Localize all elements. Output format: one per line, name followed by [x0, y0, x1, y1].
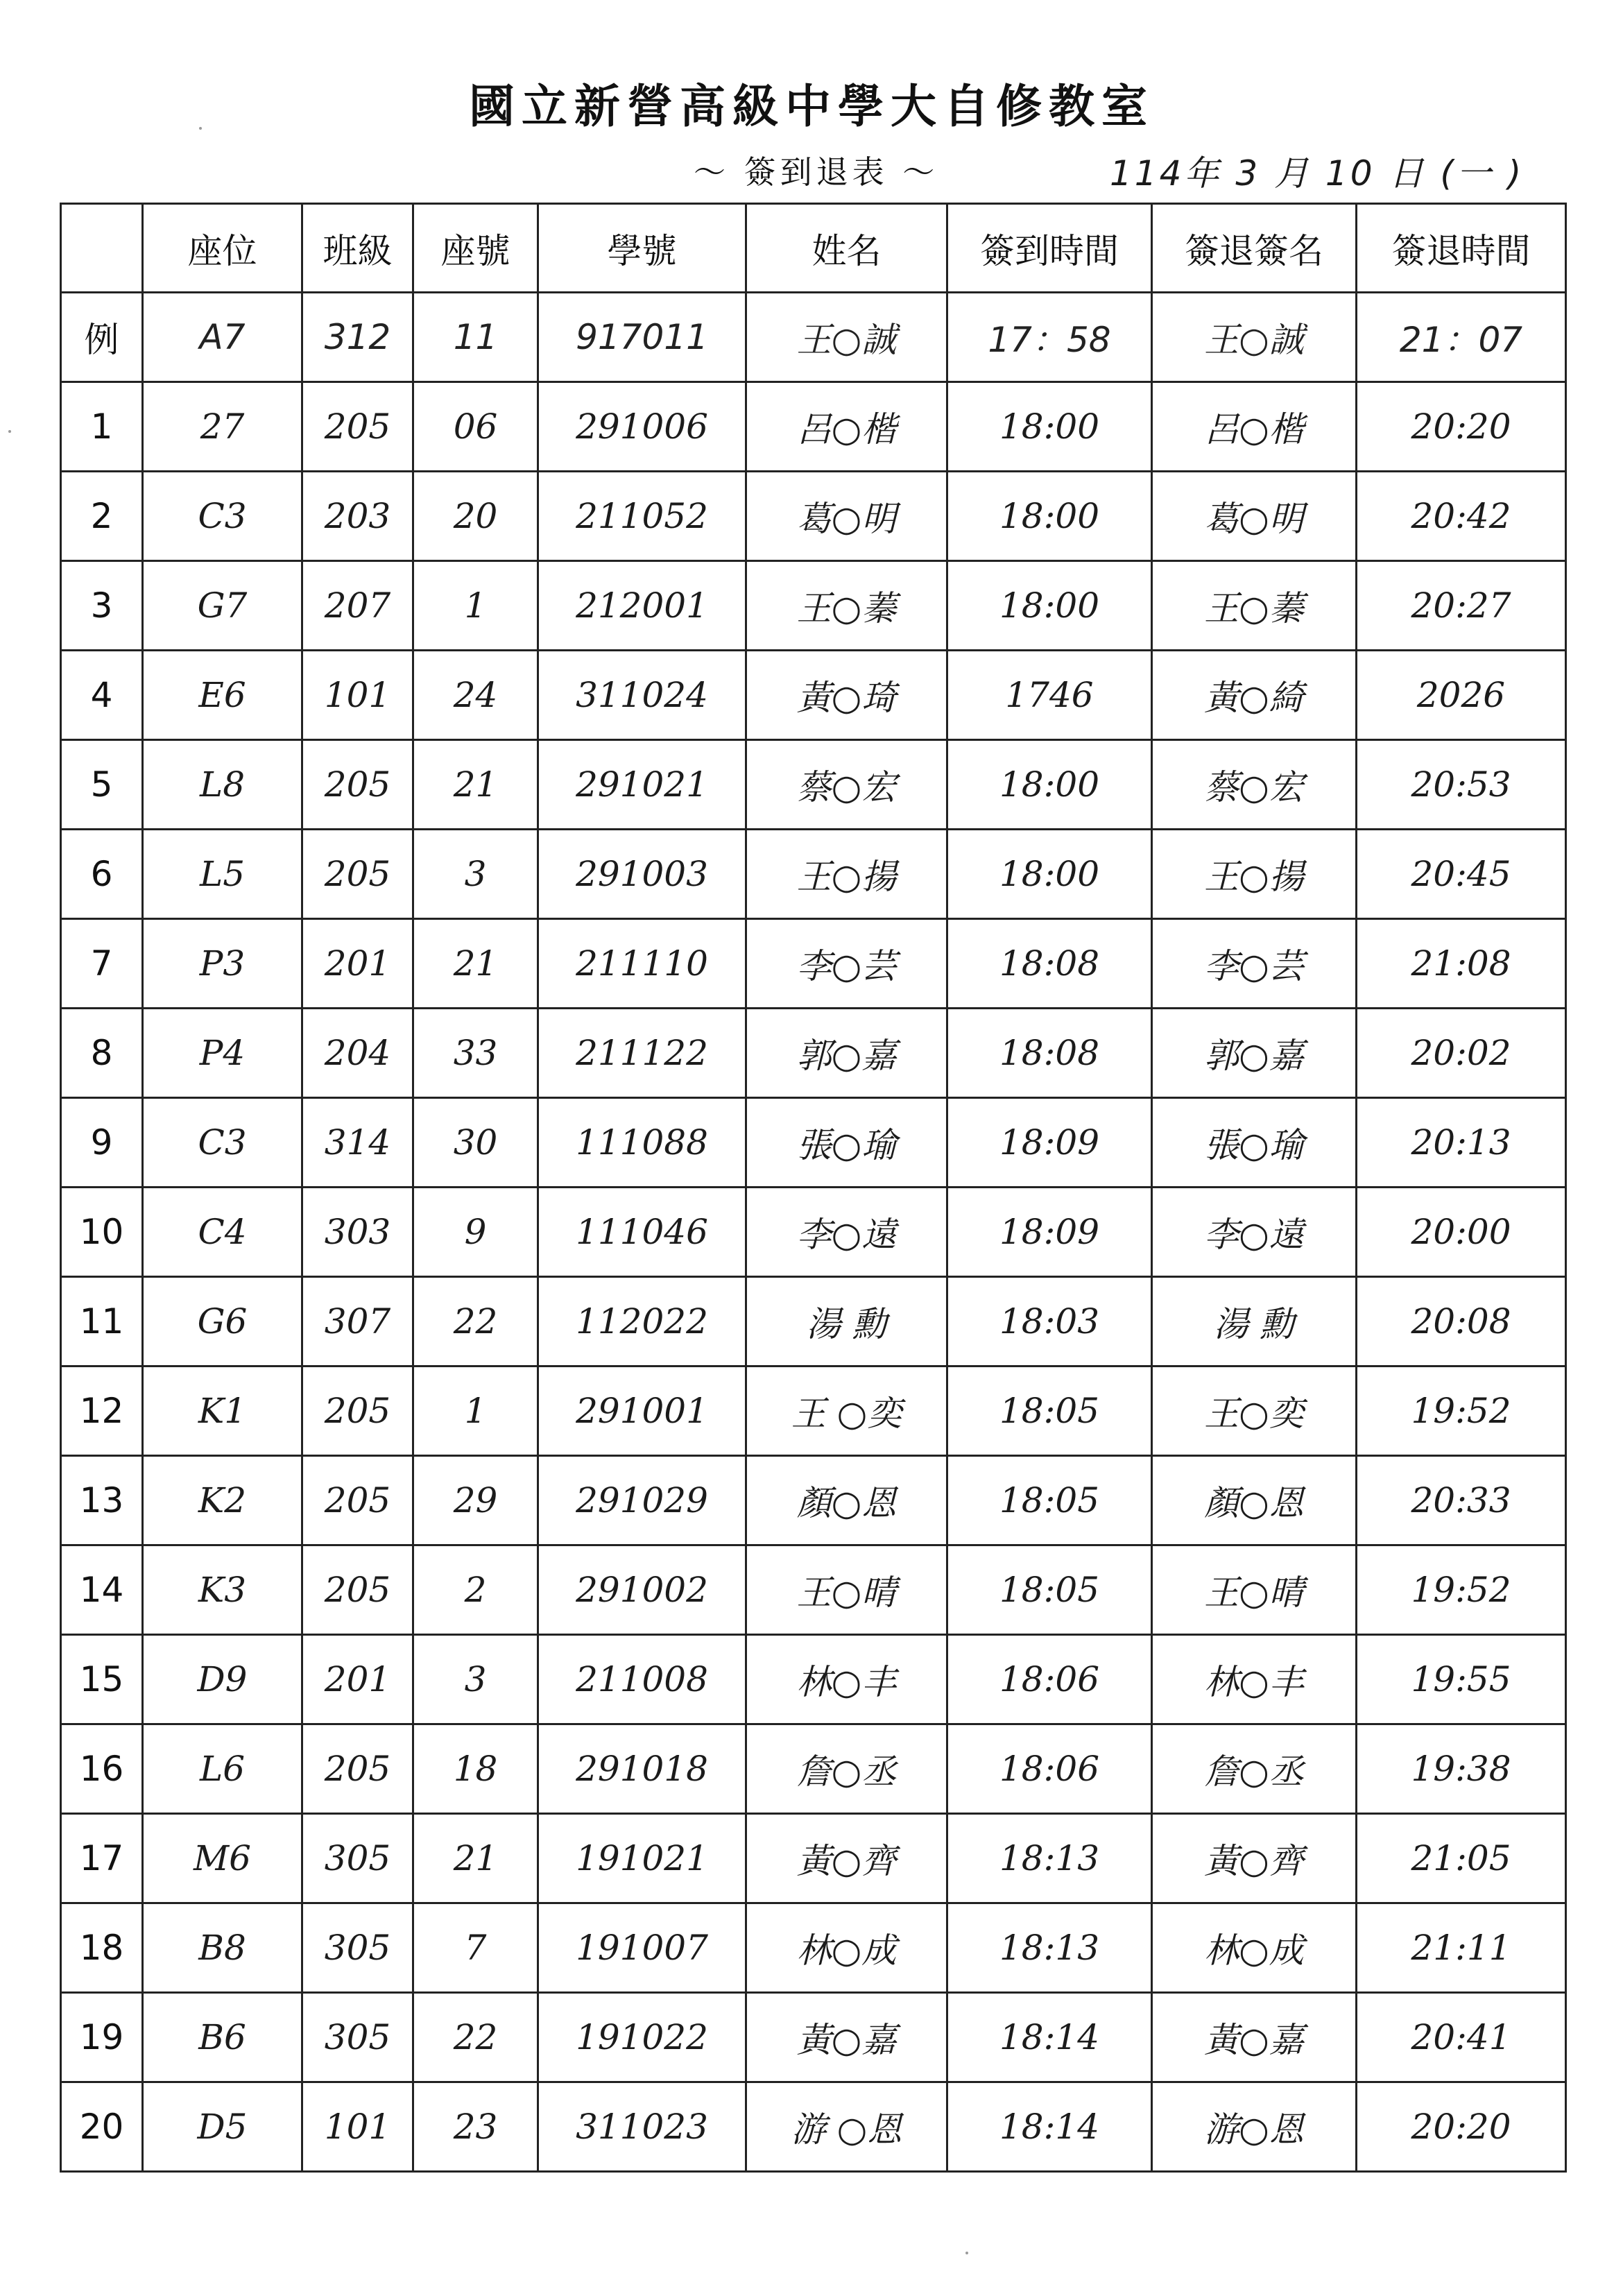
cell-seat-number: 21	[413, 1814, 538, 1903]
cell-student-id: 112022	[538, 1277, 746, 1367]
cell-check-out-time: 19:52	[1357, 1367, 1566, 1456]
cell-name: 郭○嘉	[746, 1009, 947, 1098]
table-row	[61, 1635, 1566, 1724]
cell-check-out-time: 20:08	[1357, 1277, 1566, 1367]
header-check-in-time: 簽到時間	[947, 204, 1152, 293]
scan-speck	[199, 127, 202, 130]
cell-name: 黃○琦	[746, 651, 947, 740]
cell-class: 305	[302, 1903, 413, 1993]
cell-check-out-time: 21：07	[1357, 293, 1566, 382]
cell-seat: K1	[143, 1367, 302, 1456]
cell-student-id: 917011	[538, 293, 746, 382]
cell-check-out-time: 19:38	[1357, 1724, 1566, 1814]
cell-class: 207	[302, 561, 413, 651]
cell-check-out-signature: 張○瑜	[1152, 1098, 1357, 1188]
cell-seat-number: 9	[413, 1188, 538, 1277]
cell-seat: L5	[143, 830, 302, 919]
cell-class: 205	[302, 1724, 413, 1814]
cell-check-out-signature: 葛○明	[1152, 472, 1357, 561]
cell-check-in-time: 18:08	[947, 919, 1152, 1009]
cell-check-out-signature: 詹○丞	[1152, 1724, 1357, 1814]
table-row	[61, 1456, 1566, 1545]
cell-class: 201	[302, 1635, 413, 1724]
cell-name: 林○丰	[746, 1635, 947, 1724]
cell-check-out-signature: 黃○齊	[1152, 1814, 1357, 1903]
cell-class: 314	[302, 1098, 413, 1188]
cell-name: 黃○齊	[746, 1814, 947, 1903]
cell-check-out-signature: 湯 勳	[1152, 1277, 1357, 1367]
cell-check-out-signature: 郭○嘉	[1152, 1009, 1357, 1098]
cell-seat: C3	[143, 472, 302, 561]
scan-speck	[965, 2252, 968, 2254]
cell-check-in-time: 18:00	[947, 830, 1152, 919]
cell-seat: L6	[143, 1724, 302, 1814]
header-class: 班級	[302, 204, 413, 293]
table-row	[61, 1903, 1566, 1993]
cell-seat-number: 33	[413, 1009, 538, 1098]
cell-student-id: 111046	[538, 1188, 746, 1277]
cell-check-in-time: 18:00	[947, 382, 1152, 472]
cell-check-out-time: 19:52	[1357, 1545, 1566, 1635]
cell-seat: D5	[143, 2082, 302, 2172]
cell-name: 李○芸	[746, 919, 947, 1009]
table-row	[61, 1545, 1566, 1635]
cell-check-out-signature: 李○遠	[1152, 1188, 1357, 1277]
cell-check-out-signature: 林○成	[1152, 1903, 1357, 1993]
cell-corner: 13	[61, 1456, 143, 1545]
sign-in-out-table	[60, 203, 1567, 2173]
cell-seat-number: 06	[413, 382, 538, 472]
cell-corner: 6	[61, 830, 143, 919]
cell-corner: 8	[61, 1009, 143, 1098]
cell-seat-number: 22	[413, 1993, 538, 2082]
cell-seat-number: 23	[413, 2082, 538, 2172]
cell-check-out-time: 20:02	[1357, 1009, 1566, 1098]
table-row	[61, 1188, 1566, 1277]
cell-student-id: 211052	[538, 472, 746, 561]
table-row	[61, 472, 1566, 561]
cell-student-id: 291021	[538, 740, 746, 830]
cell-class: 101	[302, 2082, 413, 2172]
cell-check-in-time: 18:00	[947, 740, 1152, 830]
cell-name: 王○誠	[746, 293, 947, 382]
example-row	[61, 293, 1566, 382]
cell-check-out-signature: 王○揚	[1152, 830, 1357, 919]
cell-check-out-signature: 林○丰	[1152, 1635, 1357, 1724]
cell-check-in-time: 18:05	[947, 1367, 1152, 1456]
cell-check-out-signature: 王○蓁	[1152, 561, 1357, 651]
cell-check-in-time: 18:03	[947, 1277, 1152, 1367]
cell-seat: K2	[143, 1456, 302, 1545]
cell-seat-number: 22	[413, 1277, 538, 1367]
cell-seat-number: 20	[413, 472, 538, 561]
cell-check-out-time: 20:45	[1357, 830, 1566, 919]
cell-seat: G6	[143, 1277, 302, 1367]
cell-name: 游 ○恩	[746, 2082, 947, 2172]
cell-seat-number: 11	[413, 293, 538, 382]
cell-class: 205	[302, 382, 413, 472]
cell-corner: 15	[61, 1635, 143, 1724]
form-date: 114年 3 月 10 日 (一 )	[1110, 153, 1525, 194]
cell-corner: 19	[61, 1993, 143, 2082]
table-row	[61, 740, 1566, 830]
cell-seat-number: 24	[413, 651, 538, 740]
cell-corner: 12	[61, 1367, 143, 1456]
table-row	[61, 382, 1566, 472]
header-name: 姓名	[746, 204, 947, 293]
cell-check-out-signature: 顏○恩	[1152, 1456, 1357, 1545]
cell-student-id: 111088	[538, 1098, 746, 1188]
cell-check-in-time: 18:14	[947, 1993, 1152, 2082]
cell-student-id: 211122	[538, 1009, 746, 1098]
table-body	[61, 293, 1566, 2172]
cell-check-in-time: 18:09	[947, 1188, 1152, 1277]
cell-check-out-time: 21:05	[1357, 1814, 1566, 1903]
table-row	[61, 1098, 1566, 1188]
cell-class: 205	[302, 1456, 413, 1545]
cell-name: 張○瑜	[746, 1098, 947, 1188]
cell-seat: K3	[143, 1545, 302, 1635]
cell-check-out-time: 20:13	[1357, 1098, 1566, 1188]
cell-seat-number: 21	[413, 740, 538, 830]
cell-seat-number: 1	[413, 561, 538, 651]
cell-name: 王 ○奕	[746, 1367, 947, 1456]
cell-check-in-time: 1746	[947, 651, 1152, 740]
cell-student-id: 311023	[538, 2082, 746, 2172]
cell-corner: 17	[61, 1814, 143, 1903]
cell-check-out-time: 20:41	[1357, 1993, 1566, 2082]
cell-class: 205	[302, 1367, 413, 1456]
header-corner	[61, 204, 143, 293]
cell-corner: 7	[61, 919, 143, 1009]
cell-seat: G7	[143, 561, 302, 651]
cell-class: 205	[302, 1545, 413, 1635]
cell-corner: 1	[61, 382, 143, 472]
cell-seat-number: 3	[413, 830, 538, 919]
cell-student-id: 291029	[538, 1456, 746, 1545]
cell-name: 王○晴	[746, 1545, 947, 1635]
cell-student-id: 211110	[538, 919, 746, 1009]
cell-student-id: 291003	[538, 830, 746, 919]
table-row	[61, 2082, 1566, 2172]
cell-student-id: 191007	[538, 1903, 746, 1993]
cell-corner: 10	[61, 1188, 143, 1277]
cell-student-id: 291018	[538, 1724, 746, 1814]
table-header-row	[61, 204, 1566, 293]
cell-check-out-time: 2026	[1357, 651, 1566, 740]
cell-check-in-time: 17：58	[947, 293, 1152, 382]
cell-corner: 2	[61, 472, 143, 561]
cell-class: 303	[302, 1188, 413, 1277]
cell-check-out-signature: 黃○綺	[1152, 651, 1357, 740]
cell-name: 湯 勳	[746, 1277, 947, 1367]
cell-check-out-signature: 呂○楷	[1152, 382, 1357, 472]
cell-seat: 27	[143, 382, 302, 472]
cell-check-out-signature: 王○奕	[1152, 1367, 1357, 1456]
cell-corner: 9	[61, 1098, 143, 1188]
scan-speck	[8, 430, 11, 433]
cell-corner: 11	[61, 1277, 143, 1367]
cell-class: 305	[302, 1993, 413, 2082]
cell-name: 蔡○宏	[746, 740, 947, 830]
table-row	[61, 919, 1566, 1009]
cell-class: 203	[302, 472, 413, 561]
cell-student-id: 291006	[538, 382, 746, 472]
cell-check-out-time: 20:20	[1357, 2082, 1566, 2172]
table-row	[61, 651, 1566, 740]
cell-check-out-signature: 王○晴	[1152, 1545, 1357, 1635]
cell-student-id: 291001	[538, 1367, 746, 1456]
cell-class: 307	[302, 1277, 413, 1367]
cell-seat-number: 3	[413, 1635, 538, 1724]
cell-check-out-signature: 蔡○宏	[1152, 740, 1357, 830]
cell-corner: 3	[61, 561, 143, 651]
cell-seat-number: 7	[413, 1903, 538, 1993]
cell-seat: A7	[143, 293, 302, 382]
form-subtitle: ～ 簽到退表 ～	[694, 153, 939, 191]
cell-name: 王○揚	[746, 830, 947, 919]
cell-check-out-time: 20:33	[1357, 1456, 1566, 1545]
cell-seat: L8	[143, 740, 302, 830]
cell-check-out-time: 20:00	[1357, 1188, 1566, 1277]
cell-check-in-time: 18:09	[947, 1098, 1152, 1188]
cell-check-in-time: 18:05	[947, 1456, 1152, 1545]
cell-check-out-time: 21:11	[1357, 1903, 1566, 1993]
table-row	[61, 1814, 1566, 1903]
cell-class: 312	[302, 293, 413, 382]
header-seat: 座位	[143, 204, 302, 293]
header-student-id: 學號	[538, 204, 746, 293]
cell-student-id: 191021	[538, 1814, 746, 1903]
page-title: 國立新營高級中學大自修教室	[469, 79, 1154, 133]
table-row	[61, 1009, 1566, 1098]
cell-corner: 18	[61, 1903, 143, 1993]
table-row	[61, 1277, 1566, 1367]
cell-check-out-time: 20:42	[1357, 472, 1566, 561]
cell-check-in-time: 18:00	[947, 561, 1152, 651]
table-row	[61, 1367, 1566, 1456]
cell-class: 305	[302, 1814, 413, 1903]
cell-check-out-signature: 王○誠	[1152, 293, 1357, 382]
cell-student-id: 211008	[538, 1635, 746, 1724]
cell-check-in-time: 18:14	[947, 2082, 1152, 2172]
cell-seat-number: 1	[413, 1367, 538, 1456]
cell-name: 李○遠	[746, 1188, 947, 1277]
cell-name: 顏○恩	[746, 1456, 947, 1545]
cell-check-out-time: 20:53	[1357, 740, 1566, 830]
cell-seat: B6	[143, 1993, 302, 2082]
cell-seat: B8	[143, 1903, 302, 1993]
cell-corner: 5	[61, 740, 143, 830]
cell-check-in-time: 18:08	[947, 1009, 1152, 1098]
header-check-out-signature: 簽退簽名	[1152, 204, 1357, 293]
cell-corner: 例	[61, 293, 143, 382]
cell-name: 林○成	[746, 1903, 947, 1993]
cell-name: 黃○嘉	[746, 1993, 947, 2082]
cell-seat-number: 30	[413, 1098, 538, 1188]
cell-class: 205	[302, 830, 413, 919]
table-row	[61, 1993, 1566, 2082]
cell-name: 呂○楷	[746, 382, 947, 472]
cell-check-out-time: 19:55	[1357, 1635, 1566, 1724]
cell-class: 201	[302, 919, 413, 1009]
cell-corner: 16	[61, 1724, 143, 1814]
cell-name: 王○蓁	[746, 561, 947, 651]
cell-seat-number: 2	[413, 1545, 538, 1635]
cell-corner: 4	[61, 651, 143, 740]
cell-check-in-time: 18:00	[947, 472, 1152, 561]
cell-check-out-signature: 黃○嘉	[1152, 1993, 1357, 2082]
cell-check-in-time: 18:13	[947, 1903, 1152, 1993]
header-seat-number: 座號	[413, 204, 538, 293]
cell-name: 詹○丞	[746, 1724, 947, 1814]
cell-seat: P3	[143, 919, 302, 1009]
cell-corner: 14	[61, 1545, 143, 1635]
table-row	[61, 561, 1566, 651]
cell-seat: D9	[143, 1635, 302, 1724]
cell-check-out-time: 21:08	[1357, 919, 1566, 1009]
cell-seat-number: 18	[413, 1724, 538, 1814]
cell-check-in-time: 18:06	[947, 1635, 1152, 1724]
cell-check-out-time: 20:20	[1357, 382, 1566, 472]
cell-corner: 20	[61, 2082, 143, 2172]
cell-seat: P4	[143, 1009, 302, 1098]
cell-check-out-time: 20:27	[1357, 561, 1566, 651]
cell-seat: C4	[143, 1188, 302, 1277]
cell-seat: C3	[143, 1098, 302, 1188]
cell-student-id: 191022	[538, 1993, 746, 2082]
table-row	[61, 830, 1566, 919]
cell-class: 205	[302, 740, 413, 830]
cell-seat-number: 21	[413, 919, 538, 1009]
cell-check-in-time: 18:06	[947, 1724, 1152, 1814]
cell-student-id: 291002	[538, 1545, 746, 1635]
cell-class: 204	[302, 1009, 413, 1098]
table-row	[61, 1724, 1566, 1814]
cell-seat-number: 29	[413, 1456, 538, 1545]
cell-seat: M6	[143, 1814, 302, 1903]
cell-student-id: 311024	[538, 651, 746, 740]
cell-check-in-time: 18:05	[947, 1545, 1152, 1635]
cell-name: 葛○明	[746, 472, 947, 561]
cell-seat: E6	[143, 651, 302, 740]
cell-check-out-signature: 李○芸	[1152, 919, 1357, 1009]
header-check-out-time: 簽退時間	[1357, 204, 1566, 293]
cell-class: 101	[302, 651, 413, 740]
cell-check-in-time: 18:13	[947, 1814, 1152, 1903]
cell-check-out-signature: 游○恩	[1152, 2082, 1357, 2172]
cell-student-id: 212001	[538, 561, 746, 651]
